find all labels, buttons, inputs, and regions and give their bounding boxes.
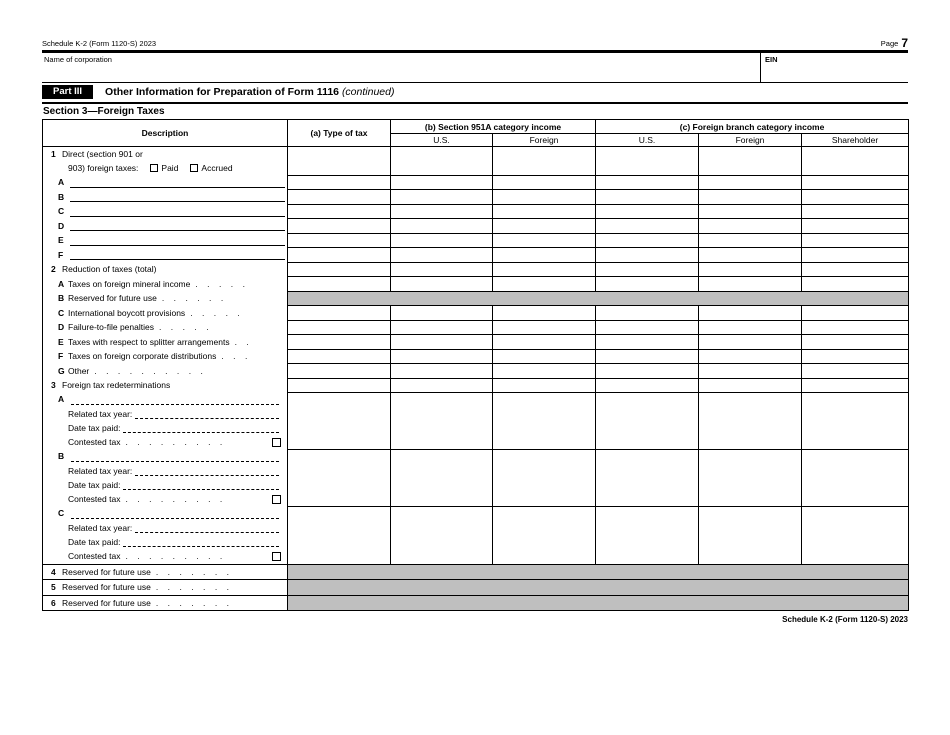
entry-cell[interactable]	[596, 335, 699, 350]
col-header-foreign-2: Foreign	[699, 134, 802, 147]
row-number: 1	[51, 148, 56, 159]
row-number: 3	[51, 380, 56, 390]
entry-cell[interactable]	[493, 262, 596, 277]
row-3B	[43, 450, 909, 507]
dotted-fill-line[interactable]	[123, 546, 279, 547]
paid-checkbox[interactable]	[150, 164, 158, 172]
row-letter: D	[58, 220, 65, 231]
entry-cell[interactable]	[391, 335, 493, 350]
entry-cell[interactable]	[802, 219, 909, 234]
row-3	[43, 378, 909, 393]
row-description	[43, 507, 288, 565]
date-tax-paid-label: Date tax paid:	[68, 536, 121, 547]
row-description	[43, 219, 288, 234]
row-1B	[43, 190, 909, 205]
entry-cell[interactable]	[699, 450, 802, 507]
row-description	[43, 450, 288, 507]
entry-cell[interactable]	[699, 393, 802, 450]
entry-cell[interactable]	[596, 175, 699, 190]
row-description	[43, 306, 288, 321]
entry-cell[interactable]	[493, 349, 596, 364]
dot-leader: . . . . . . . . .	[125, 437, 223, 448]
fill-in-line[interactable]	[70, 216, 285, 217]
continued-label: (continued)	[341, 86, 395, 98]
entry-cell[interactable]	[596, 147, 699, 176]
entry-cell[interactable]	[493, 378, 596, 393]
contested-tax-label: Contested tax	[68, 551, 121, 562]
entry-cell[interactable]	[391, 233, 493, 248]
entry-cell[interactable]	[493, 393, 596, 450]
row-2G	[43, 364, 909, 379]
row-letter: E	[58, 336, 64, 347]
dot-leader: . . . . .	[190, 307, 240, 318]
col-header-us-2: U.S.	[596, 134, 699, 147]
dot-leader: . . . . . . .	[155, 597, 230, 608]
row-label: Taxes with respect to splitter arrangements	[68, 336, 230, 347]
entry-cell[interactable]	[493, 233, 596, 248]
entry-cell[interactable]	[288, 450, 391, 507]
entry-cell[interactable]	[493, 147, 596, 176]
entry-cell[interactable]	[699, 277, 802, 292]
row-letter: D	[58, 322, 65, 332]
entry-cell[interactable]	[596, 378, 699, 393]
entry-cell[interactable]	[493, 450, 596, 507]
row-2B	[43, 291, 909, 306]
entry-cell[interactable]	[391, 378, 493, 393]
entry-cell[interactable]	[802, 147, 909, 176]
entry-cell[interactable]	[596, 320, 699, 335]
dotted-fill-line[interactable]	[71, 461, 279, 462]
entry-cell[interactable]	[391, 175, 493, 190]
row-1E	[43, 233, 909, 248]
entry-cell[interactable]	[493, 190, 596, 205]
row-description	[43, 262, 288, 277]
entry-cell[interactable]	[391, 349, 493, 364]
row-description	[43, 277, 288, 292]
row-1A	[43, 175, 909, 190]
row-description	[43, 190, 288, 205]
entry-cell[interactable]	[802, 507, 909, 565]
entry-cell[interactable]	[391, 190, 493, 205]
entry-cell[interactable]	[699, 507, 802, 565]
row-letter: B	[58, 293, 65, 303]
related-tax-year-label: Related tax year:	[68, 408, 133, 419]
entry-cell[interactable]	[802, 248, 909, 263]
row-description	[43, 349, 288, 364]
entry-cell[interactable]	[802, 378, 909, 393]
fill-in-line[interactable]	[70, 201, 285, 202]
accrued-checkbox[interactable]	[190, 164, 198, 172]
dot-leader: . . .	[221, 351, 248, 361]
row-label: Reserved for future use	[68, 293, 157, 303]
entry-cell[interactable]	[699, 364, 802, 379]
col-header-foreign-branch-category: (c) Foreign branch category income	[596, 120, 909, 134]
row-description	[43, 233, 288, 248]
entry-cell[interactable]	[288, 248, 391, 263]
entry-cell[interactable]	[596, 507, 699, 565]
page-footer: Schedule K-2 (Form 1120-S) 2023	[782, 615, 908, 624]
entry-cell[interactable]	[493, 204, 596, 219]
row-label: Failure-to-file penalties	[68, 322, 154, 332]
entry-cell[interactable]	[596, 306, 699, 321]
row-4	[43, 564, 909, 580]
entry-cell[interactable]	[288, 349, 391, 364]
row-label: Reserved for future use	[62, 566, 151, 577]
part-iii-badge: Part III	[42, 85, 93, 99]
row-1D	[43, 219, 909, 234]
row-label: Direct (section 901 or	[62, 148, 143, 159]
entry-cell[interactable]	[699, 204, 802, 219]
row-letter: C	[58, 508, 65, 519]
row-5	[43, 580, 909, 596]
row-letter: F	[58, 351, 64, 361]
entry-cell[interactable]	[802, 277, 909, 292]
entry-cell[interactable]	[699, 233, 802, 248]
row-2C	[43, 306, 909, 321]
row-2	[43, 262, 909, 277]
section-3-title: Section 3—Foreign Taxes	[43, 106, 165, 117]
dotted-fill-line[interactable]	[71, 404, 279, 405]
entry-cell[interactable]	[288, 306, 391, 321]
reserved-cell	[288, 580, 909, 596]
entry-cell[interactable]	[391, 147, 493, 176]
entry-cell[interactable]	[391, 306, 493, 321]
row-label: International boycott provisions	[68, 307, 186, 318]
entry-cell[interactable]	[493, 335, 596, 350]
row-label: Reduction of taxes (total)	[62, 264, 157, 274]
entry-cell[interactable]	[288, 204, 391, 219]
entry-cell[interactable]	[391, 262, 493, 277]
entry-cell[interactable]	[288, 507, 391, 565]
row-description	[43, 248, 288, 263]
entry-cell[interactable]	[288, 233, 391, 248]
dot-leader: . . . . .	[158, 322, 209, 332]
row-3C	[43, 507, 909, 565]
row-2A	[43, 277, 909, 292]
dot-leader: . . . . . . .	[155, 582, 230, 592]
entry-cell[interactable]	[493, 175, 596, 190]
entry-cell[interactable]	[802, 393, 909, 450]
entry-cell[interactable]	[493, 219, 596, 234]
row-description	[43, 580, 288, 596]
entry-cell[interactable]	[288, 277, 391, 292]
page-number: 7	[901, 36, 908, 50]
fill-in-line[interactable]	[70, 259, 285, 260]
page-label: Page	[880, 39, 899, 48]
entry-cell[interactable]	[699, 335, 802, 350]
entry-cell[interactable]	[699, 190, 802, 205]
entry-cell[interactable]	[288, 262, 391, 277]
entry-cell[interactable]	[391, 277, 493, 292]
row-2D	[43, 320, 909, 335]
col-header-951a-category: (b) Section 951A category income	[391, 120, 596, 134]
row-label: Taxes on foreign mineral income	[68, 278, 191, 289]
row-1C	[43, 204, 909, 219]
row-number: 2	[51, 264, 56, 274]
contested-tax-label: Contested tax	[68, 437, 121, 448]
row-description	[43, 204, 288, 219]
entry-cell[interactable]	[596, 219, 699, 234]
row-description	[43, 564, 288, 580]
entry-cell[interactable]	[596, 277, 699, 292]
accrued-label: Accrued	[201, 162, 233, 173]
row-letter: A	[58, 177, 65, 187]
row-description	[43, 175, 288, 190]
entry-cell[interactable]	[699, 175, 802, 190]
row-1	[43, 147, 909, 176]
entry-cell[interactable]	[802, 335, 909, 350]
row-letter: B	[58, 451, 65, 462]
row-description	[43, 320, 288, 335]
entry-cell[interactable]	[802, 364, 909, 379]
entry-cell[interactable]	[596, 233, 699, 248]
row-label: Reserved for future use	[62, 582, 151, 592]
entry-cell[interactable]	[596, 190, 699, 205]
entry-cell[interactable]	[699, 349, 802, 364]
entry-cell[interactable]	[288, 190, 391, 205]
entry-cell[interactable]	[391, 393, 493, 450]
dot-leader: . . . . . . . . .	[125, 494, 223, 505]
related-tax-year-label: Related tax year:	[68, 522, 133, 533]
entry-cell[interactable]	[802, 262, 909, 277]
row-number: 6	[51, 597, 56, 608]
row-description	[43, 393, 288, 450]
schedule-title: Schedule K-2 (Form 1120-S) 2023	[42, 39, 157, 48]
entry-cell[interactable]	[391, 248, 493, 263]
entry-cell[interactable]	[802, 349, 909, 364]
name-of-corporation-label: Name of corporation	[44, 55, 112, 64]
dot-leader: . .	[234, 336, 249, 347]
paid-label: Paid	[161, 162, 179, 173]
row-description	[43, 335, 288, 350]
entry-cell[interactable]	[596, 204, 699, 219]
entry-cell[interactable]	[288, 175, 391, 190]
entry-cell[interactable]	[699, 306, 802, 321]
entry-cell[interactable]	[288, 219, 391, 234]
entry-cell[interactable]	[802, 233, 909, 248]
entry-cell[interactable]	[391, 364, 493, 379]
row-letter: A	[58, 394, 65, 405]
row-label: Taxes on foreign corporate distributions	[68, 351, 217, 361]
row-6	[43, 595, 909, 611]
entry-cell[interactable]	[391, 507, 493, 565]
contested-tax-checkbox[interactable]	[272, 495, 281, 504]
entry-cell[interactable]	[288, 320, 391, 335]
row-letter: F	[58, 249, 64, 260]
col-header-description: Description	[43, 120, 288, 147]
page-header	[42, 38, 908, 50]
row-2F	[43, 349, 909, 364]
col-header-shareholder: Shareholder	[802, 134, 909, 147]
entry-cell[interactable]	[802, 190, 909, 205]
row-letter: B	[58, 191, 65, 202]
dotted-fill-line[interactable]	[123, 489, 279, 490]
row-letter: C	[58, 206, 65, 216]
entry-cell[interactable]	[493, 277, 596, 292]
name-ein-row	[42, 53, 908, 83]
entry-cell[interactable]	[493, 507, 596, 565]
entry-cell[interactable]	[288, 147, 391, 176]
reserved-cell	[288, 595, 909, 611]
table-header-row-top	[43, 120, 909, 134]
entry-cell[interactable]	[802, 450, 909, 507]
reserved-cell	[288, 291, 909, 306]
entry-cell[interactable]	[288, 335, 391, 350]
dotted-fill-line[interactable]	[135, 475, 279, 476]
row-letter: A	[58, 278, 65, 289]
dot-leader: . . . . . . .	[155, 566, 230, 577]
entry-cell[interactable]	[391, 320, 493, 335]
row-label: 903) foreign taxes:	[68, 162, 139, 173]
row-label: Foreign tax redeterminations	[62, 380, 171, 390]
fill-in-line[interactable]	[70, 187, 285, 188]
entry-cell[interactable]	[699, 248, 802, 263]
ein-label: EIN	[765, 55, 778, 64]
entry-cell[interactable]	[391, 219, 493, 234]
row-label: Reserved for future use	[62, 597, 151, 608]
entry-cell[interactable]	[288, 378, 391, 393]
contested-tax-label: Contested tax	[68, 494, 121, 505]
fill-in-line[interactable]	[70, 245, 285, 246]
row-number: 5	[51, 582, 56, 592]
row-1F	[43, 248, 909, 263]
related-tax-year-label: Related tax year:	[68, 465, 133, 476]
entry-cell[interactable]	[493, 320, 596, 335]
reserved-cell	[288, 564, 909, 580]
entry-cell[interactable]	[699, 219, 802, 234]
col-header-type-of-tax: (a) Type of tax	[288, 120, 391, 147]
dotted-fill-line[interactable]	[71, 518, 279, 519]
dot-leader: . . . . . . . . .	[125, 551, 223, 562]
entry-cell[interactable]	[699, 147, 802, 176]
row-1-description	[43, 147, 288, 176]
row-letter: C	[58, 307, 65, 318]
part-iii-header	[42, 83, 908, 104]
entry-cell[interactable]	[699, 262, 802, 277]
entry-cell[interactable]	[493, 248, 596, 263]
dot-leader: . . . . .	[195, 278, 245, 289]
row-description	[43, 291, 288, 306]
entry-cell[interactable]	[391, 204, 493, 219]
entry-cell[interactable]	[493, 306, 596, 321]
contested-tax-checkbox[interactable]	[272, 552, 281, 561]
fill-in-line[interactable]	[70, 230, 285, 231]
date-tax-paid-label: Date tax paid:	[68, 422, 121, 433]
entry-cell[interactable]	[802, 175, 909, 190]
row-letter: G	[58, 365, 65, 376]
part-iii-title: Other Information for Preparation of Form 1116 (continued)	[105, 86, 395, 98]
entry-cell[interactable]	[596, 364, 699, 379]
dot-leader: . . . . . . . . . .	[94, 365, 203, 376]
row-letter: E	[58, 235, 64, 245]
entry-cell[interactable]	[596, 450, 699, 507]
entry-cell[interactable]	[699, 320, 802, 335]
entry-cell[interactable]	[596, 248, 699, 263]
entry-cell[interactable]	[288, 393, 391, 450]
entry-cell[interactable]	[802, 306, 909, 321]
entry-cell[interactable]	[493, 364, 596, 379]
contested-tax-checkbox[interactable]	[272, 438, 281, 447]
entry-cell[interactable]	[802, 320, 909, 335]
entry-cell[interactable]	[391, 450, 493, 507]
row-label: Other	[68, 365, 90, 376]
row-2E	[43, 335, 909, 350]
row-number: 4	[51, 566, 56, 577]
ein-field[interactable]	[760, 53, 908, 82]
row-description	[43, 378, 288, 393]
col-header-foreign-1: Foreign	[493, 134, 596, 147]
name-of-corporation-field[interactable]	[42, 53, 760, 82]
dotted-fill-line[interactable]	[135, 532, 279, 533]
date-tax-paid-label: Date tax paid:	[68, 479, 121, 490]
entry-cell[interactable]	[596, 349, 699, 364]
entry-cell[interactable]	[699, 378, 802, 393]
row-description	[43, 364, 288, 379]
col-header-us-1: U.S.	[391, 134, 493, 147]
dot-leader: . . . . . .	[161, 293, 224, 303]
entry-cell[interactable]	[596, 262, 699, 277]
dotted-fill-line[interactable]	[135, 418, 279, 419]
row-description	[43, 595, 288, 611]
entry-cell[interactable]	[288, 364, 391, 379]
dotted-fill-line[interactable]	[123, 432, 279, 433]
row-3A	[43, 393, 909, 450]
entry-cell[interactable]	[802, 204, 909, 219]
entry-cell[interactable]	[596, 393, 699, 450]
foreign-taxes-table	[42, 119, 909, 611]
